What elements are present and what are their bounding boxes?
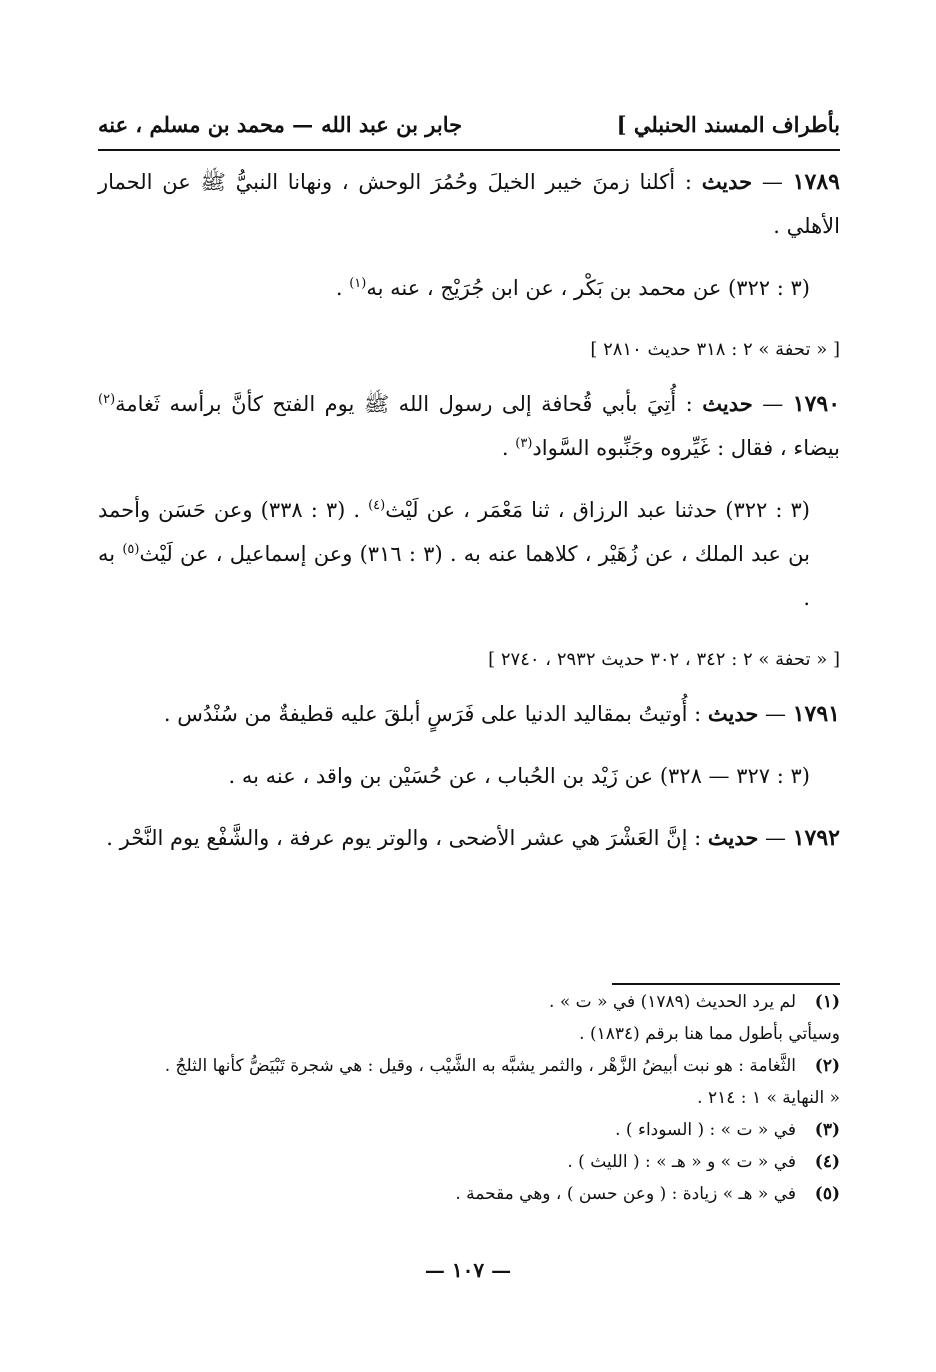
footnote-text: في « ت » و « هـ » : ( الليث ) . — [567, 1152, 796, 1172]
hadith-text: : أكلنا زمنَ خيبر الخيلَ وحُمُرَ الوحش ، ونهانا النبيُّ ﷺ عن الحمار الأهلي . — [98, 170, 840, 238]
footnote-5 — [98, 1178, 840, 1210]
footnote-ref: (٢) — [98, 392, 116, 407]
hadith-keyword: حديث — [702, 391, 753, 416]
page-number: — ١٠٧ — — [424, 1258, 512, 1282]
chain-text: (٣ : ٣٢٢) عن محمد بن بَكْر ، عن ابن جُرَيْج ، عنه به — [366, 276, 810, 300]
page-body — [98, 160, 840, 878]
footnote-2-continuation: « النهاية » ١ : ٢١٤ . — [697, 1088, 840, 1108]
chain-end: به . — [98, 542, 810, 610]
tuhfa-reference-1789: [ « تحفة » ٢ : ٣١٨ حديث ٢٨١٠ ] — [590, 339, 840, 360]
footnote-ref: (١) — [349, 276, 367, 291]
footnote-number: (١) — [814, 992, 840, 1012]
header-book-title: بأطراف المسند الحنبلي ] — [616, 111, 840, 137]
footnote-divider — [612, 983, 840, 985]
hadith-text: : أُتِيَ بأبي قُحافة إلى رسول الله ﷺ يوم الفتح كأنَّ برأسه ثَغامة — [115, 392, 693, 416]
chain-text: (٣ : ٣٢٢) حدثنا عبد الرزاق ، ثنا مَعْمَر ، عن لَيْث — [385, 498, 810, 522]
footnote-text: في « ت » : ( السوداء ) . — [615, 1120, 796, 1140]
hadith-number: ١٧٩٢ — [792, 825, 840, 851]
hadith-entry-1790: ١٧٩٠ — حديث : أُتِيَ بأبي قُحافة إلى رسول الله ﷺ يوم الفتح كأنَّ برأسه ثَغامة$^{(٢)}$ بيضاء ، فقال : غَيِّروه وجَنِّبوه السَّواد$^{(٣)}$ . — [98, 391, 841, 460]
hadith-chain-1789 — [98, 266, 840, 310]
footnote-2 — [98, 1050, 840, 1082]
footnote-number: (٥) — [814, 1184, 840, 1204]
hadith-number: ١٧٩٠ — [792, 391, 841, 417]
footnote-number: (٤) — [814, 1152, 840, 1172]
footnote-4 — [98, 1146, 840, 1178]
hadith-entry-1789: ١٧٨٩ — حديث : أكلنا زمنَ خيبر الخيلَ وحُمُرَ الوحش ، ونهانا النبيُّ ﷺ عن الحمار الأهلي . — [98, 169, 840, 238]
chain-text-cont: . (٣ : ٣٣٨) وعن حَسَن وأحمد بن عبد الملك ، عن زُهَيْر ، كلاهما عنه به . (٣ : ٣١٦) وعن إسماعيل ، عن لَيْث — [98, 498, 811, 566]
header-narrator-chain: — محمد بن مسلم ، عنه — [98, 111, 314, 137]
running-header — [98, 104, 840, 144]
header-section-title — [98, 112, 462, 137]
header-divider — [98, 149, 840, 151]
footnote-text: في « هـ » زيادة : ( وعن حسن ) ، وهي مقحمة . — [455, 1184, 796, 1204]
footnote-number: (٣) — [814, 1120, 840, 1140]
hadith-text: : أُوتيتُ بمقاليد الدنيا على فَرَسٍ أبلقَ عليه قطيفةٌ من سُنْدُس . — [163, 702, 702, 726]
hadith-number: ١٧٩١ — [792, 701, 840, 727]
hadith-entry-1791: ١٧٩١ — حديث : أُوتيتُ بمقاليد الدنيا على فَرَسٍ أبلقَ عليه قطيفةٌ من سُنْدُس . — [163, 701, 840, 727]
chain-end: . — [335, 276, 350, 300]
header-companion-name: جابر بن عبد الله — [321, 111, 463, 137]
hadith-chain-1791: (٣ : ٣٢٧ — ٣٢٨) عن زَيْد بن الحُباب ، عن حُسَيْن بن واقد ، عنه به . — [228, 764, 810, 788]
hadith-keyword: حديث — [707, 701, 759, 726]
tuhfa-reference-1790: [ « تحفة » ٢ : ٣٤٢ ، ٣٠٢ حديث ٢٩٣٢ ، ٢٧٤٠ ] — [488, 649, 840, 670]
hadith-entry-1792: ١٧٩٢ — حديث : إنَّ العَشْرَ هي عشر الأضحى ، والوتر يوم عرفة ، والشَّفْع يوم النَّحْر . — [106, 825, 840, 851]
hadith-text-cont: بيضاء ، فقال : غَيِّروه وجَنِّبوه السَّواد — [532, 436, 840, 460]
hadith-keyword: حديث — [707, 825, 759, 850]
footnote-ref: (٣) — [515, 436, 533, 451]
footnote-1-continuation: وسيأتي بأطول مما هنا برقم (١٨٣٤) . — [579, 1024, 840, 1044]
footnote-3 — [98, 1114, 840, 1146]
footnote-text: الثَّغامة : هو نبت أبيضُ الزَّهْر ، والثمر يشبَّه به الشَّيْب ، وقيل : هي شجرة تَبْيَضُّ كأنها الثلجُ . — [164, 1056, 796, 1076]
hadith-text-end: . — [501, 436, 516, 460]
hadith-chain-1790 — [98, 488, 840, 620]
hadith-number: ١٧٨٩ — [792, 169, 840, 195]
hadith-text: : إنَّ العَشْرَ هي عشر الأضحى ، والوتر يوم عرفة ، والشَّفْع يوم النَّحْر . — [106, 826, 702, 850]
footnote-number: (٢) — [814, 1056, 840, 1076]
footnote-text: لم يرد الحديث (١٧٨٩) في « ت » . — [549, 992, 796, 1012]
hadith-keyword: حديث — [701, 169, 753, 194]
footnote-ref: (٤) — [368, 498, 386, 513]
footnotes — [98, 986, 840, 1210]
footnote-1 — [98, 986, 840, 1018]
footnote-ref: (٥) — [122, 542, 140, 557]
